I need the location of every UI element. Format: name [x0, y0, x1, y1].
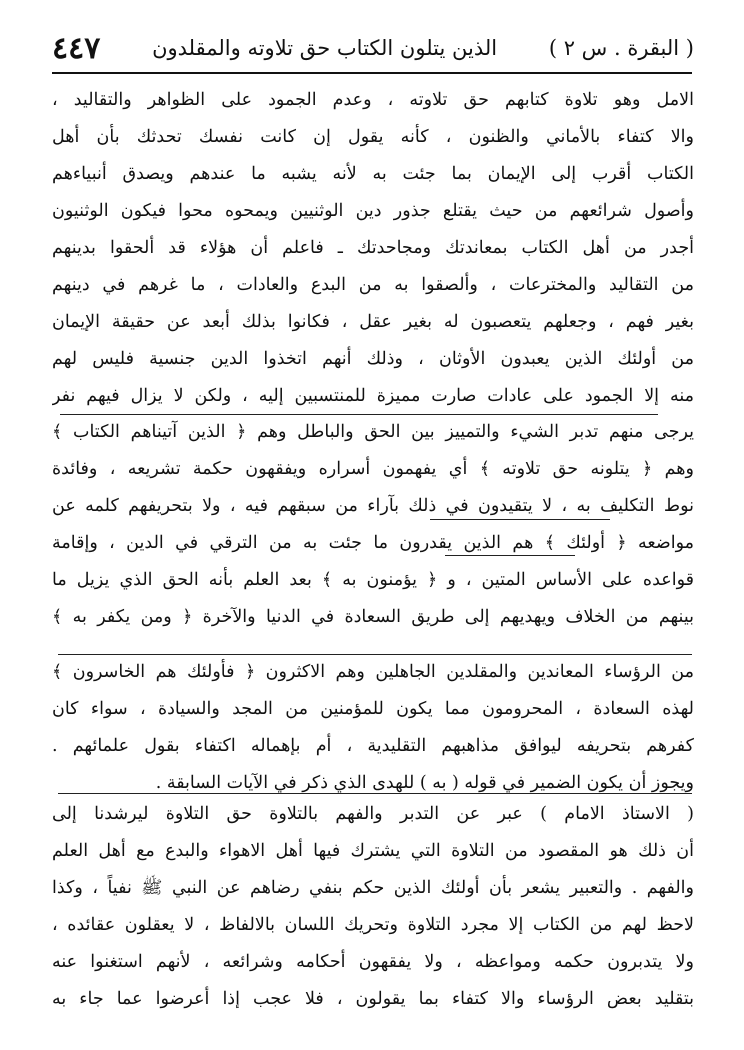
text-line: أن ذلك هو المقصود من التلاوة التي يشترك فيها أهل الاهواء والبدع مع أهل العلم	[52, 841, 694, 861]
text-line: بينهم من الخلاف ويهديهم إلى طريق السعادة في الدنيا والآخرة ﴿ ومن يكفر به ﴾	[52, 607, 694, 627]
text-line: الكتاب أقرب إلى الإيمان بما جئت به لأنه يشبه ما عندهم ويصدق أنبياءهم	[52, 164, 694, 184]
pencil-underline	[445, 555, 575, 556]
text-line: لاحظ لهم من الكتاب إلا مجرد التلاوة وتحريك اللسان بالالفاظ ، لا يعقلون عقائده ،	[52, 915, 694, 935]
text-line: ولا يتدبرون حكمه ومواعظه ، ولا يفقهون أحكامه وشرائعه ، لأنهم استغنوا عنه	[52, 952, 694, 972]
text-line: كفرهم بتحريفه ليوافق مذاهبهم التقليدية ، أم بإهماله اكتفاء بقول علمائهم .	[52, 736, 694, 756]
paragraph-3	[52, 654, 694, 802]
text-line: وأصول شرائعهم من حيث يقتلع جذور دين الوثنيين ويمحوه محوا فيكون الوثنيون	[52, 201, 694, 221]
page-number: ٤٤٧	[52, 30, 101, 66]
pencil-underline	[430, 519, 610, 520]
page-header	[52, 28, 694, 68]
text-line: أجدر من أهل الكتاب بمعاندتك ومجاحدتك ـ فاعلم أن هؤلاء قد ألحقوا بدينهم	[52, 238, 694, 258]
text-line: نوط التكليف به ، لا يتقيدون في ذلك بآراء من سبقهم فيه ، ولا بتحريفهم كلمه عن	[52, 496, 694, 516]
text-line: مواضعه ﴿ أولئك ﴾ هم الذين يقدرون ما جئت به من الترقي في الدين ، وإقامة	[52, 533, 694, 553]
paragraph-1	[52, 82, 694, 415]
text-line: من الرؤساء المعاندين والمقلدين الجاهلين وهم الاكثرون ﴿ فأولئك هم الخاسرون ﴾	[52, 662, 694, 682]
text-line: بغير فهم ، وجعلهم يتعصبون له بغير عقل ، فكانوا بذلك أبعد عن حقيقة الإيمان	[52, 312, 694, 332]
text-line: قواعده على الأساس المتين ، و ﴿ يؤمنون به ﴾ بعد العلم بأنه الحق الذي يزيل ما	[52, 570, 694, 590]
text-line: يرجى منهم تدبر الشيء والتمييز بين الحق والباطل وهم ﴿ الذين آتيناهم الكتاب ﴾	[52, 422, 694, 442]
text-line: والا كتفاء بالأماني والظنون ، كأنه يقول إن كانت نفسك تحدثك بأن أهل	[52, 127, 694, 147]
text-line: ويجوز أن يكون الضمير في قوله ( به ) للهدى الذي ذكر في الآيات السابقة .	[155, 773, 694, 793]
running-title: الذين يتلون الكتاب حق تلاوته والمقلدون	[152, 36, 498, 60]
chapter-reference: ( البقرة . س ٢ )	[548, 36, 694, 60]
paragraph-2	[52, 414, 694, 636]
text-line: والفهم . والتعبير يشعر بأن أولئك الذين حكم بنفي رضاهم عن النبي ﷺ نفياً ، وكذا	[52, 878, 694, 898]
header-rule	[52, 72, 692, 74]
text-line: ( الاستاذ الامام ) عبر عن التدبر والفهم بالتلاوة حق التلاوة ليرشدنا إلى	[52, 804, 694, 824]
text-line: من أولئك الذين يعبدون الأوثان ، وذلك أنهم اتخذوا الدين جنسية فليس لهم	[52, 349, 694, 369]
text-line: من التقاليد والمخترعات ، وألصقوا به من البدع والعادات ، ما غرهم في دينهم	[52, 275, 694, 295]
text-line: منه إلا الجمود على عادات صارت مميزة للمنتسبين إليه ، ولكن لا يزال فيهم نفر	[52, 386, 694, 406]
pencil-underline	[58, 793, 692, 794]
text-line: بتقليد بعض الرؤساء والا كتفاء بما يقولون ، فلا عجب إذا أعرضوا عما جاء به	[52, 989, 694, 1009]
text-line: الامل وهو تلاوة كتابهم حق تلاوته ، وعدم الجمود على الظواهر والتقاليد ،	[52, 90, 694, 110]
text-line: وهم ﴿ يتلونه حق تلاوته ﴾ أي يفهمون أسراره ويفقهون حكمة تشريعه ، وفائدة	[52, 459, 694, 479]
paragraph-4	[52, 796, 694, 1018]
text-line: لهذه السعادة ، المحرومون مما يكون للمؤمنين من المجد والسيادة ، سواء كان	[52, 699, 694, 719]
